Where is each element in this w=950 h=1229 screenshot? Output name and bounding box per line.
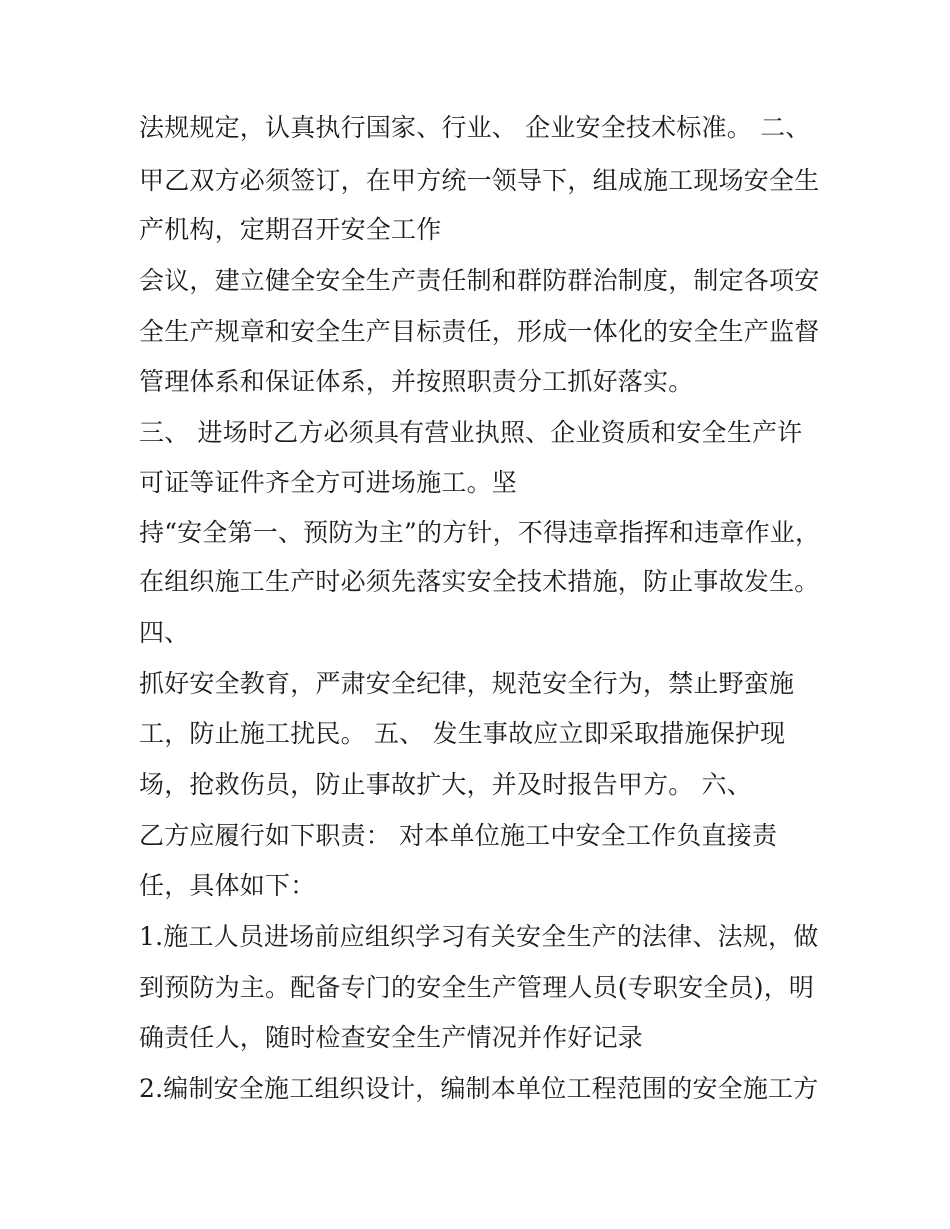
text-line: 三、 进场时乙方必须具有营业执照、企业资质和安全生产许 bbox=[139, 418, 803, 447]
text-line: 持“安全第一、预防为主”的方针，不得违章指挥和违章作业， bbox=[139, 518, 821, 547]
text-line: 乙方应履行如下职责： 对本单位施工中安全工作负直接责 bbox=[139, 821, 778, 850]
text-line: 法规规定，认真执行国家、行业、 企业安全技术标准。 二、 bbox=[139, 113, 811, 142]
text-line: 任，具体如下： bbox=[139, 871, 316, 900]
text-line: 会议，建立健全安全生产责任制和群防群治制度，制定各项安 bbox=[139, 266, 820, 295]
text-line: 场，抢救伤员，防止事故扩大，并及时报告甲方。 六、 bbox=[139, 770, 752, 799]
text-line: 确责任人，随时检查安全生产情况并作好记录 bbox=[139, 1023, 644, 1052]
text-line: 甲乙双方必须签订，在甲方统一领导下，组成施工现场安全生 bbox=[139, 166, 820, 195]
text-line: 1.施工人员进场前应组织学习有关安全生产的法律、法规，做 bbox=[139, 922, 819, 951]
text-line: 管理体系和保证体系，并按照职责分工抓好落实。 bbox=[139, 367, 694, 396]
text-line: 四、 bbox=[139, 618, 190, 647]
text-line: 产机构，定期召开安全工作 bbox=[139, 215, 442, 244]
text-line: 到预防为主。配备专门的安全生产管理人员(专职安全员)，明 bbox=[139, 973, 815, 1002]
text-line: 工，防止施工扰民。 五、 发生事故应立即采取措施保护现 bbox=[139, 719, 786, 748]
text-line: 在组织施工生产时必须先落实安全技术措施，防止事故发生。 bbox=[139, 567, 820, 596]
text-line: 全生产规章和安全生产目标责任，形成一体化的安全生产监督 bbox=[139, 317, 820, 346]
text-line: 抓好安全教育，严肃安全纪律，规范安全行为，禁止野蛮施 bbox=[139, 669, 795, 698]
text-line: 2.编制安全施工组织设计，编制本单位工程范围的安全施工方 bbox=[139, 1074, 819, 1103]
text-line: 可证等证件齐全方可进场施工。坚 bbox=[139, 468, 518, 497]
